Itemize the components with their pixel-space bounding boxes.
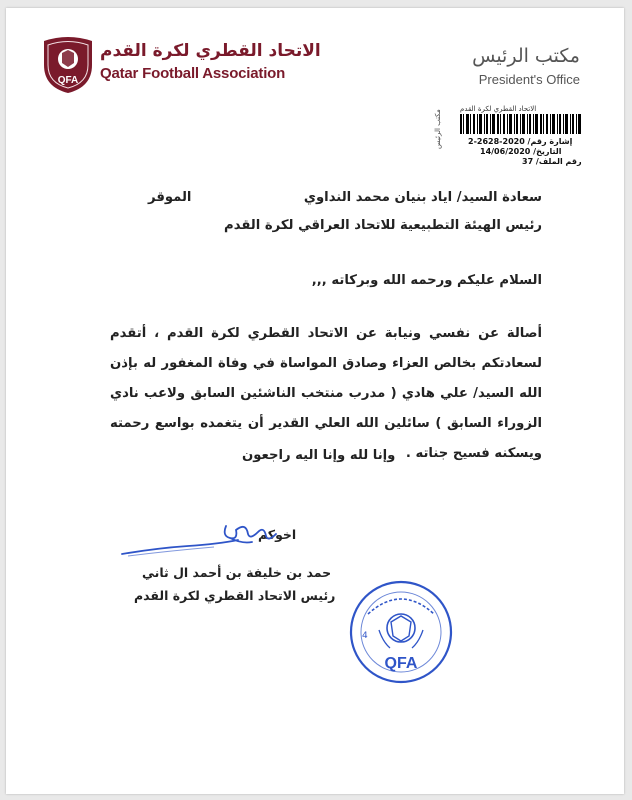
label-reference-number: إشارة رقم/ 2020-2628-2 bbox=[468, 137, 573, 146]
office-title-english: President's Office bbox=[478, 72, 580, 87]
label-date: التاريخ/ 14/06/2020 bbox=[480, 147, 562, 156]
closing-line: وإنا لله وإنا اليه راجعون bbox=[242, 448, 396, 463]
barcode bbox=[460, 114, 582, 134]
regards-text: اخوكم bbox=[258, 527, 297, 542]
signer-name: حمد بن خليفة بن أحمد ال ثاني bbox=[142, 565, 332, 580]
letter-sheet bbox=[6, 8, 624, 794]
logo-text: QFA bbox=[57, 75, 79, 86]
recipient-name: سعادة السيد/ اياد بنيان محمد النداوي bbox=[303, 190, 542, 205]
association-name-arabic: الاتحاد القطري لكرة القدم bbox=[100, 41, 321, 61]
label-top-text: الاتحاد القطري لكرة القدم bbox=[460, 105, 537, 113]
signer-title: رئيس الاتحاد القطري لكرة القدم bbox=[134, 588, 336, 603]
condolence-paragraph: أصالة عن نفسي ونيابة عن الاتحاد القطري لكرة القدم ، أتقدم لسعادتكم بخالص العزاء وصادق المواساة في وفاة المغفور له بإذن الله السيد/ علي هادي ( مدرب منتخب الناشئين السابق ولاعب نادي الزوراء السابق ) سائلين الله العلي القدير أن يتغمده بواسع رحمته ويسكنه فسيح جناته . bbox=[110, 326, 542, 461]
office-title-arabic: مكتب الرئيس bbox=[472, 45, 580, 67]
association-name-english: Qatar Football Association bbox=[100, 65, 286, 82]
stamp-number: 4 bbox=[362, 631, 368, 641]
reference-label bbox=[430, 105, 590, 169]
stamp-text: QFA bbox=[384, 655, 418, 672]
recipient-title: رئيس الهيئة التطبيعية للاتحاد العراقي لكرة القدم bbox=[224, 218, 542, 233]
greeting: السلام عليكم ورحمه الله وبركاته ,,, bbox=[311, 273, 542, 288]
handwritten-signature bbox=[118, 518, 288, 570]
label-file-number: رقم الملف/ 37 bbox=[522, 157, 582, 166]
qfa-logo bbox=[40, 35, 96, 95]
recipient-honorific: الموقر bbox=[148, 190, 192, 205]
official-stamp bbox=[346, 578, 456, 686]
label-side-text: مكتب الرئيس bbox=[434, 109, 442, 149]
